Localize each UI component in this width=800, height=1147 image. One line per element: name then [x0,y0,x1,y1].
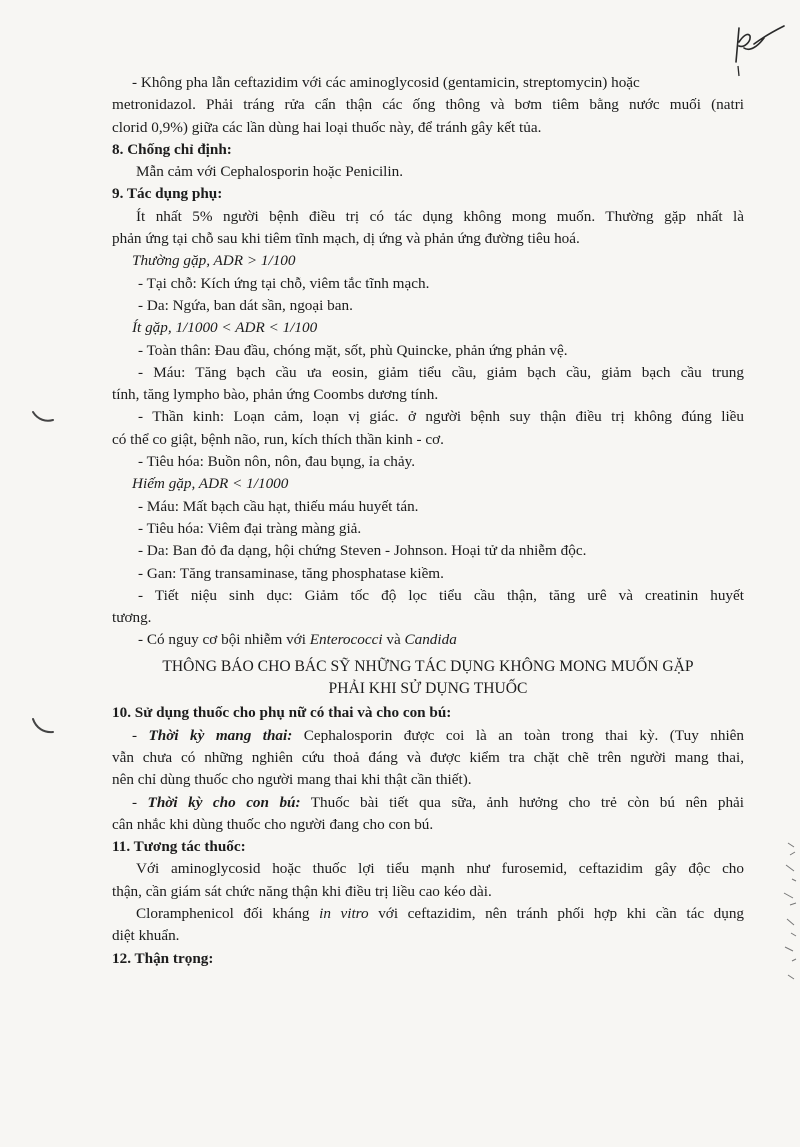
paragraph-line: - Thời kỳ mang thai: Cephalosporin được coi là an toàn trong thai kỳ. (Tuy nhiên [132,726,744,744]
subsection-label: Thời kỳ mang thai: [148,726,293,744]
scan-edge-noise [770,835,800,985]
section-heading-12: 12. Thận trọng: [112,949,214,967]
section-heading-8: 8. Chống chỉ định: [112,140,232,158]
text-run: - Có nguy cơ bội nhiễm với [138,631,310,649]
punch-hole-mark-top [30,408,56,426]
frequency-heading-common: Thường gặp, ADR > 1/100 [132,252,296,270]
paragraph-line: clorid 0,9%) giữa các lần dùng hai loại thuốc này, để tránh gây kết tủa. [112,118,542,136]
text-run: với ceftazidim, nên tránh phối hợp khi cần tác dụng [368,904,744,922]
text-run: Thuốc bài tiết qua sữa, ảnh hưởng cho trẻ còn bú nên phải [300,793,744,811]
list-item-continuation: có thể co giật, bệnh não, run, kích thích thần kinh - cơ. [112,430,444,448]
paragraph-line: phản ứng tại chỗ sau khi tiêm tĩnh mạch, dị ứng và phản ứng đường tiêu hoá. [112,230,580,248]
latin-term: in vitro [319,904,369,922]
paragraph-line: - Không pha lẫn ceftazidim với các aminoglycosid (gentamicin, streptomycin) hoặc [132,74,640,91]
list-item: - Máu: Tăng bạch cầu ưa eosin, giảm tiểu cầu, giảm bạch cầu, giảm bạch cầu trung [138,363,744,381]
notice-line: THÔNG BÁO CHO BÁC SỸ NHỮNG TÁC DỤNG KHÔNG MONG MUỐN GẶP [162,657,694,675]
list-item: - Gan: Tăng transaminase, tăng phosphatase kiềm. [138,564,444,582]
notice-line: PHẢI KHI SỬ DỤNG THUỐC [328,680,528,698]
organism-name: Enterococci [309,631,383,649]
paragraph-line: thận, cần giám sát chức năng thận khi điều trị liều cao kéo dài. [112,882,492,900]
paragraph-line: metronidazol. Phải tráng rửa cẩn thận các ống thông và bơm tiêm bằng nước muối (natri [112,96,744,114]
frequency-heading-rare: Hiếm gặp, ADR < 1/1000 [132,475,289,493]
list-item-continuation: tương. [112,609,152,627]
list-item: - Tiêu hóa: Buồn nôn, nôn, đau bụng, ỉa chảy. [138,453,416,471]
paragraph-line: Với aminoglycosid hoặc thuốc lợi tiểu mạnh như furosemid, ceftazidim gây độc cho [136,860,744,878]
paragraph-line [112,903,744,925]
list-item: - Thần kinh: Loạn cảm, loạn vị giác. ở người bệnh suy thận điều trị không đúng liều [138,408,744,426]
frequency-heading-uncommon: Ít gặp, 1/1000 < ADR < 1/100 [132,319,318,337]
list-item: - Da: Ban đỏ đa dạng, hội chứng Steven - Johnson. Hoại tử da nhiễm độc. [138,542,587,560]
paragraph-line: Ít nhất 5% người bệnh điều trị có tác dụng không mong muốn. Thường gặp nhất là [136,207,744,225]
list-item [112,629,744,651]
organism-name: Candida [404,631,457,649]
paragraph-line: cân nhắc khi dùng thuốc cho người đang cho con bú. [112,815,434,833]
document-body [112,72,744,970]
section-heading-11: 11. Tương tác thuốc: [112,838,246,856]
list-item: - Da: Ngứa, ban dát sần, ngoại ban. [138,296,353,314]
list-item: - Toàn thân: Đau đầu, chóng mặt, sốt, phù Quincke, phản ứng phản vệ. [138,341,568,359]
paragraph-line: nên chỉ dùng thuốc cho người mang thai khi thật cần thiết). [112,771,472,789]
section-heading-9: 9. Tác dụng phụ: [112,185,223,203]
text-run: Cloramphenicol đối kháng [136,904,320,922]
text-run: Cephalosporin được coi là an toàn trong thai kỳ. (Tuy nhiên [292,726,744,744]
subsection-label: Thời kỳ cho con bú: [147,793,301,811]
paragraph-line: diệt khuẩn. [112,927,180,945]
list-item: - Tại chỗ: Kích ứng tại chỗ, viêm tắc tĩnh mạch. [138,274,430,292]
list-item: - Tiêu hóa: Viêm đại tràng màng giả. [138,519,362,537]
paragraph-line: vẫn chưa có những nghiên cứu thoả đáng và được kiểm tra chặt chẽ trên người mang thai, [112,748,744,766]
text-run: và [382,631,405,649]
list-item-continuation: tính, tăng lympho bào, phản ứng Coombs dương tính. [112,386,439,404]
list-item: - Tiết niệu sinh dục: Giảm tốc độ lọc tiểu cầu thận, tăng urê và creatinin huyết [138,586,744,604]
list-item: - Máu: Mất bạch cầu hạt, thiếu máu huyết tán. [138,497,419,515]
punch-hole-mark-bottom [30,716,56,738]
section-heading-10: 10. Sử dụng thuốc cho phụ nữ có thai và cho con bú: [112,704,452,722]
paragraph-line: - Thời kỳ cho con bú: Thuốc bài tiết qua sữa, ảnh hưởng cho trẻ còn bú nên phải [132,793,744,811]
paragraph-line: Mẫn cảm với Cephalosporin hoặc Penicilin. [136,163,404,181]
